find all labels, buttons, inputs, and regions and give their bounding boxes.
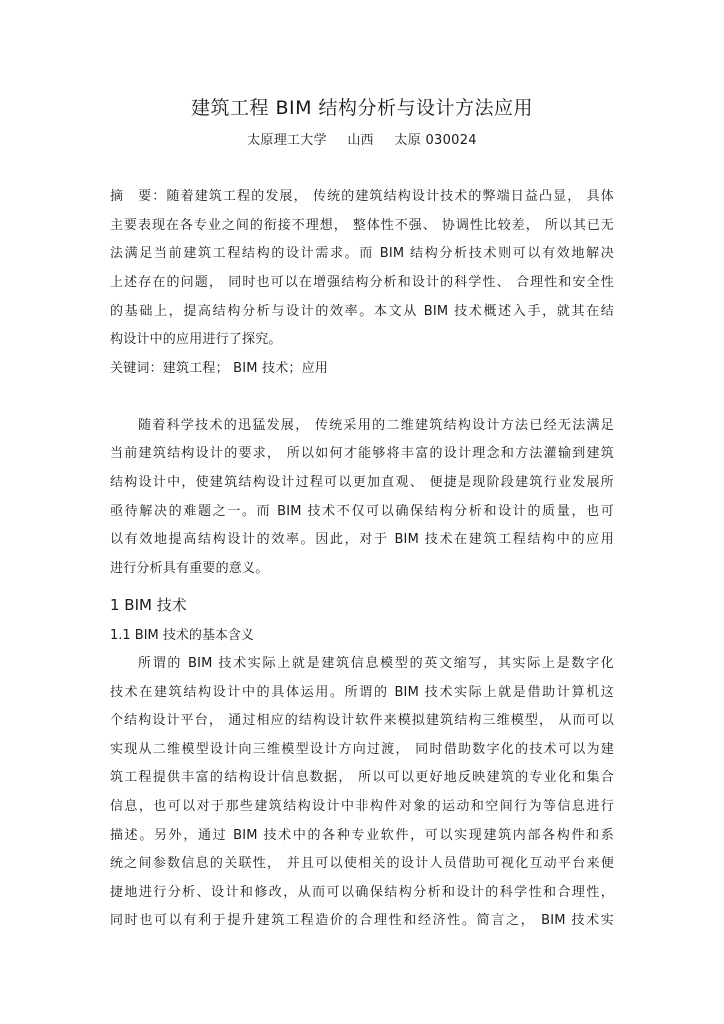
body-line: 统之间参数信息的关联性， 并且可以使相关的设计人员借助可视化互动平台来便 <box>110 856 614 871</box>
intro-line: 随着科学技术的迅猛发展， 传统采用的二维建筑结构设计方法已经无法满足 <box>138 418 614 433</box>
keywords: 关键词：建筑工程； BIM 技术；应用 <box>110 361 329 376</box>
body-line: 筑工程提供丰富的结构设计信息数据， 所以可以更好地反映建筑的专业化和集合 <box>110 770 614 785</box>
intro-line: 进行分析具有重要的意义。 <box>110 561 269 576</box>
body-line: 同时也可以有利于提升建筑工程造价的合理性和经济性。简言之， BIM 技术实 <box>110 913 614 928</box>
abstract-line: 摘 要：随着建筑工程的发展， 传统的建筑结构设计技术的弊端日益凸显， 具体 <box>110 189 614 204</box>
section-heading-1: 1 BIM 技术 <box>110 596 187 614</box>
body-line: 实现从二维模型设计向三维模型设计方向过渡， 同时借助数字化的技术可以为建 <box>110 742 614 757</box>
affiliation <box>0 131 724 151</box>
body-line: 个结构设计平台， 通过相应的结构设计软件来模拟建筑结构三维模型， 从而可以 <box>110 713 614 728</box>
abstract-line: 构设计中的应用进行了探究。 <box>110 332 282 347</box>
affiliation-city-postcode: 太原 030024 <box>394 133 477 148</box>
body-line: 描述。另外，通过 BIM 技术中的各种专业软件，可以实现建筑内部各构件和系 <box>110 828 614 843</box>
abstract-line: 法满足当前建筑工程结构的设计需求。而 BIM 结构分析技术则可以有效地解决 <box>110 246 614 261</box>
intro-line: 当前建筑结构设计的要求， 所以如何才能够将丰富的设计理念和方法灌输到建筑 <box>110 446 614 461</box>
body-line: 捷地进行分析、设计和修改，从而可以确保结构分析和设计的科学性和合理性， <box>110 885 614 900</box>
abstract-line: 主要表现在各专业之间的衔接不理想， 整体性不强、 协调性比较差， 所以其已无 <box>110 218 614 233</box>
section-heading-1-1: 1.1 BIM 技术的基本含义 <box>110 628 254 643</box>
body-line: 所谓的 BIM 技术实际上就是建筑信息模型的英文缩写，其实际上是数字化 <box>138 656 614 671</box>
intro-line: 以有效地提高结构设计的效率。因此，对于 BIM 技术在建筑工程结构中的应用 <box>110 532 614 547</box>
abstract-line: 的基础上，提高结构分析与设计的效率。本文从 BIM 技术概述入手，就其在结 <box>110 304 614 319</box>
body-line: 技术在建筑结构设计中的具体运用。所谓的 BIM 技术实际上就是借助计算机这 <box>110 685 614 700</box>
affiliation-province: 山西 <box>347 133 374 148</box>
body-line: 信息，也可以对于那些建筑结构设计中非构件对象的运动和空间行为等信息进行 <box>110 799 614 814</box>
abstract-line: 上述存在的问题， 同时也可以在增强结构分析和设计的科学性、 合理性和安全性 <box>110 275 614 290</box>
intro-line: 结构设计中，使建筑结构设计过程可以更加直观、 便捷是现阶段建筑行业发展所 <box>110 475 614 490</box>
paper-title: 建筑工程 BIM 结构分析与设计方法应用 <box>190 97 534 119</box>
intro-line: 亟待解决的难题之一。而 BIM 技术不仅可以确保结构分析和设计的质量，也可 <box>110 504 614 519</box>
affiliation-university: 太原理工大学 <box>247 133 327 148</box>
